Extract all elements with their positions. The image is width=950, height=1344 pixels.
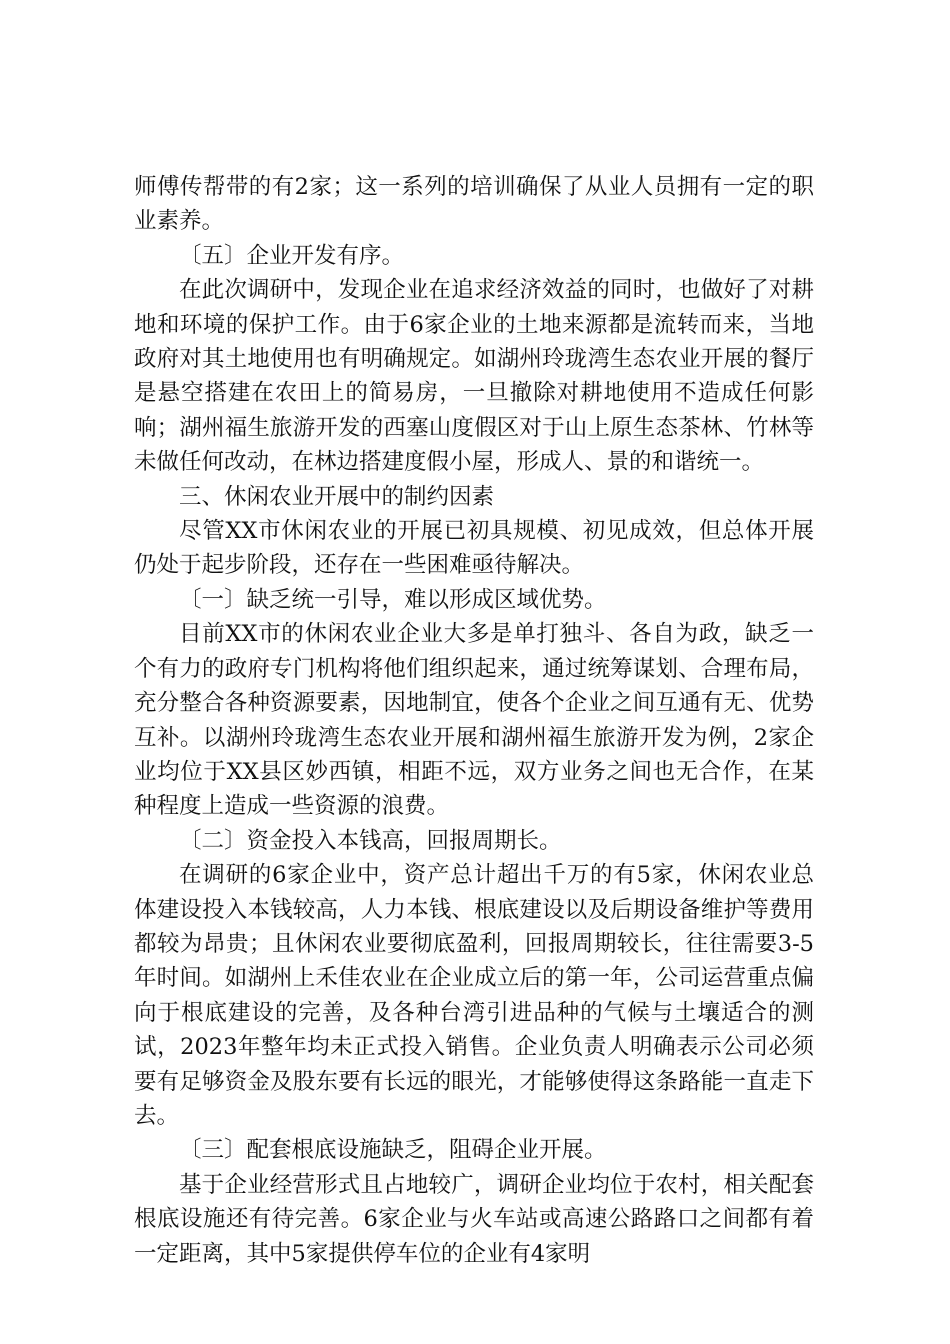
document-body <box>134 170 814 1271</box>
paragraph: 尽管XX市休闲农业的开展已初具规模、初见成效，但总体开展仍处于起步阶段，还存在一些困难亟待解决。 <box>134 518 814 579</box>
paragraph: 基于企业经营形式且占地较广，调研企业均位于农村，相关配套根底设施还有待完善。6家企业与火车站或高速公路路口之间都有着一定距离，其中5家提供停车位的企业有4家明 <box>134 1171 814 1267</box>
paragraph-continuation: 师傅传帮带的有2家；这一系列的培训确保了从业人员拥有一定的职业素养。 <box>134 174 814 235</box>
paragraph: 目前XX市的休闲农业企业大多是单打独斗、各自为政，缺乏一个有力的政府专门机构将他们组织起来，通过统筹谋划、合理布局，充分整合各种资源要素，因地制宜，使各个企业之间互通有无、优势互补。以湖州玲珑湾生态农业开展和湖州福生旅游开发为例，2家企业均位于XX县区妙西镇，相距不远，双方业务之间也无合作，在某种程度上造成一些资源的浪费。 <box>134 621 814 820</box>
section-heading-1: 〔一〕缺乏统一引导，难以形成区域优势。 <box>179 586 607 613</box>
paragraph: 在调研的6家企业中，资产总计超出千万的有5家，休闲农业总体建设投入本钱较高，人力本钱、根底建设以及后期设备维护等费用都较为昂贵；且休闲农业要彻底盈利，回报周期较长，往往需要3-5年时间。如湖州上禾佳农业在企业成立后的第一年，公司运营重点偏向于根底建设的完善，及各种台湾引进品种的气候与土壤适合的测试，2023年整年均未正式投入销售。企业负责人明确表示公司必须要有足够资金及股东要有长远的眼光，才能够使得这条路能一直走下去。 <box>134 862 814 1129</box>
paragraph: 在此次调研中，发现企业在追求经济效益的同时，也做好了对耕地和环境的保护工作。由于6家企业的土地来源都是流转而来，当地政府对其土地使用也有明确规定。如湖州玲珑湾生态农业开展的餐厅是悬空搭建在农田上的简易房，一旦撤除对耕地使用不造成任何影响；湖州福生旅游开发的西塞山度假区对于山上原生态茶林、竹林等未做任何改动，在林边搭建度假小屋，形成人、景的和谐统一。 <box>134 277 814 476</box>
section-heading-3: 〔三〕配套根底设施缺乏，阻碍企业开展。 <box>179 1137 607 1164</box>
section-heading-2: 〔二〕资金投入本钱高，回报周期长。 <box>179 827 562 854</box>
chapter-heading-3: 三、休闲农业开展中的制约因素 <box>179 483 495 510</box>
section-heading-5: 〔五〕企业开发有序。 <box>179 242 405 269</box>
